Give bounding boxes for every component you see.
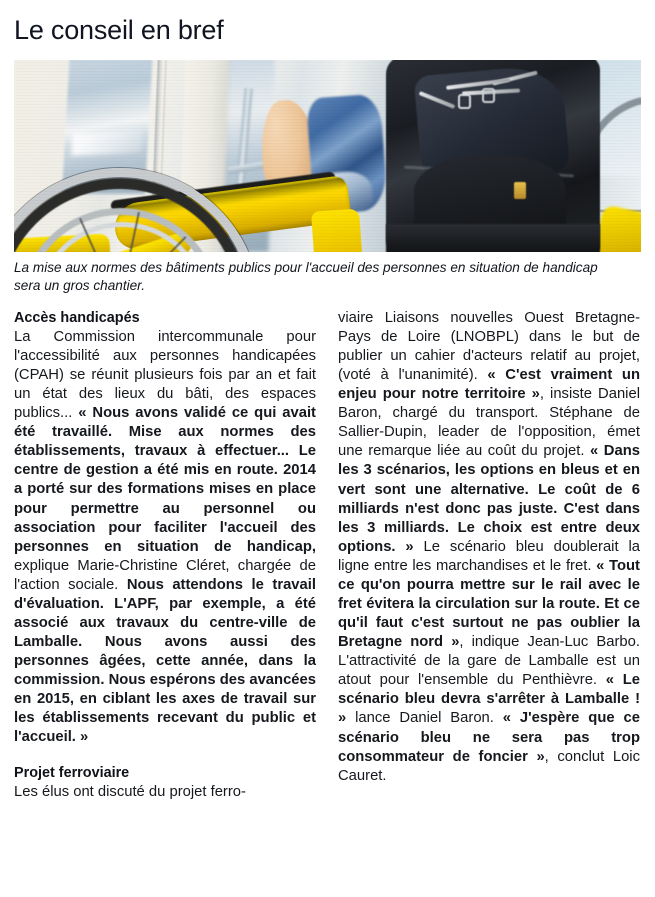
section-subhead: Accès handicapés bbox=[14, 309, 140, 326]
photo-backpack-zipper-pull bbox=[482, 88, 495, 103]
quoted-text: « C'est vraiment un enjeu pour notre territoire » bbox=[338, 367, 640, 403]
body-paragraph bbox=[14, 328, 316, 748]
photo-glass-highlight bbox=[71, 130, 142, 156]
quoted-text: « Tout ce qu'on pourra mettre sur le rail avec le fret évitera la circulation sur la route. Et ce qu'il faut c'est surtout ne pas oublier la Bretagne nord » bbox=[338, 557, 640, 651]
narrative-text: lance Daniel Baron. bbox=[346, 710, 503, 727]
quoted-text: « J'espère que ce scénario bleu ne sera pas trop consommateur de foncier » bbox=[338, 710, 640, 765]
photo-caption: La mise aux normes des bâtiments publics pour l'accueil des personnes en situation de handicap sera un gros chantier. bbox=[14, 259, 598, 293]
photo-backpack-logo bbox=[514, 182, 526, 199]
narrative-text: , conclut Loic Cauret. bbox=[338, 748, 640, 784]
narrative-text: , insiste Daniel Baron, chargé du transport. Stéphane de Sallier-Dupin, leader de l'opposition, émet une remarque liée au coût du projet. bbox=[338, 386, 640, 460]
quoted-text: « Le scénario bleu devra s'arrêter à Lamballe ! » bbox=[338, 672, 640, 727]
narrative-text: La Commission intercommunale pour l'accessibilité aux personnes handicapées (CPAH) se réunit plusieurs fois par an et fait un état des lieux du bâti, des espaces publics... bbox=[14, 328, 316, 422]
page-title: Le conseil en bref bbox=[14, 15, 224, 45]
article-column-right bbox=[338, 309, 640, 802]
section-subhead: Projet ferroviaire bbox=[14, 764, 130, 781]
narrative-text: , indique Jean-Luc Barbo. L'attractivité de la gare de Lamballe est un atout pour l'ensemble du Penthièvre. bbox=[338, 634, 640, 689]
narrative-text: viaire Liaisons nouvelles Ouest Bretagne-Pays de Loire (LNOBPL) dans le but de publier un cahier d'acteurs relatif au projet, (voté à l'unanimité). bbox=[338, 309, 640, 384]
article-column-left bbox=[14, 309, 316, 802]
narrative-text: Les élus ont discuté du projet ferro- bbox=[14, 783, 246, 800]
body-paragraph bbox=[338, 309, 640, 786]
narrative-text: explique Marie-Christine Cléret, chargée de l'action sociale. bbox=[14, 557, 316, 593]
narrative-text: Le scénario bleu doublerait la ligne entre les marchandises et le fret. bbox=[338, 538, 640, 574]
body-paragraph bbox=[14, 783, 316, 802]
quoted-text: « Nous avons validé ce qui avait été travaillé. Mise aux normes des établissements, travaux à effectuer... Le centre de gestion a été mis en route. 2014 a porté sur des formations mises en place pour permettre au personnel ou association pour faciliter l'accueil des personnes en situation de handicap, bbox=[14, 405, 316, 555]
photo-wheelchair-yellow-sideguard bbox=[311, 208, 365, 252]
article-body bbox=[14, 309, 641, 802]
photo-backpack-strap-band bbox=[386, 224, 600, 252]
photo-canvas bbox=[14, 60, 641, 252]
article-photo bbox=[14, 60, 641, 252]
quoted-text: Nous attendons le travail d'évaluation. L'APF, par exemple, a été associé aux travaux du centre-ville de Lamballe. Nous avons aussi des personnes âgées, cette année, dans la commission. Nous espérons des avancées en 2015, en ciblant les axes de travail sur les établissements recevant du public et l'accueil. » bbox=[14, 576, 316, 746]
quoted-text: « Dans les 3 scénarios, les options en bleus et en vert sont une alternative. Le coût de 6 milliards n'est donc pas juste. C'est dans les 3 milliards. Le choix est entre deux options. » bbox=[338, 443, 640, 555]
photo-backpack-zipper-pull bbox=[458, 94, 471, 109]
